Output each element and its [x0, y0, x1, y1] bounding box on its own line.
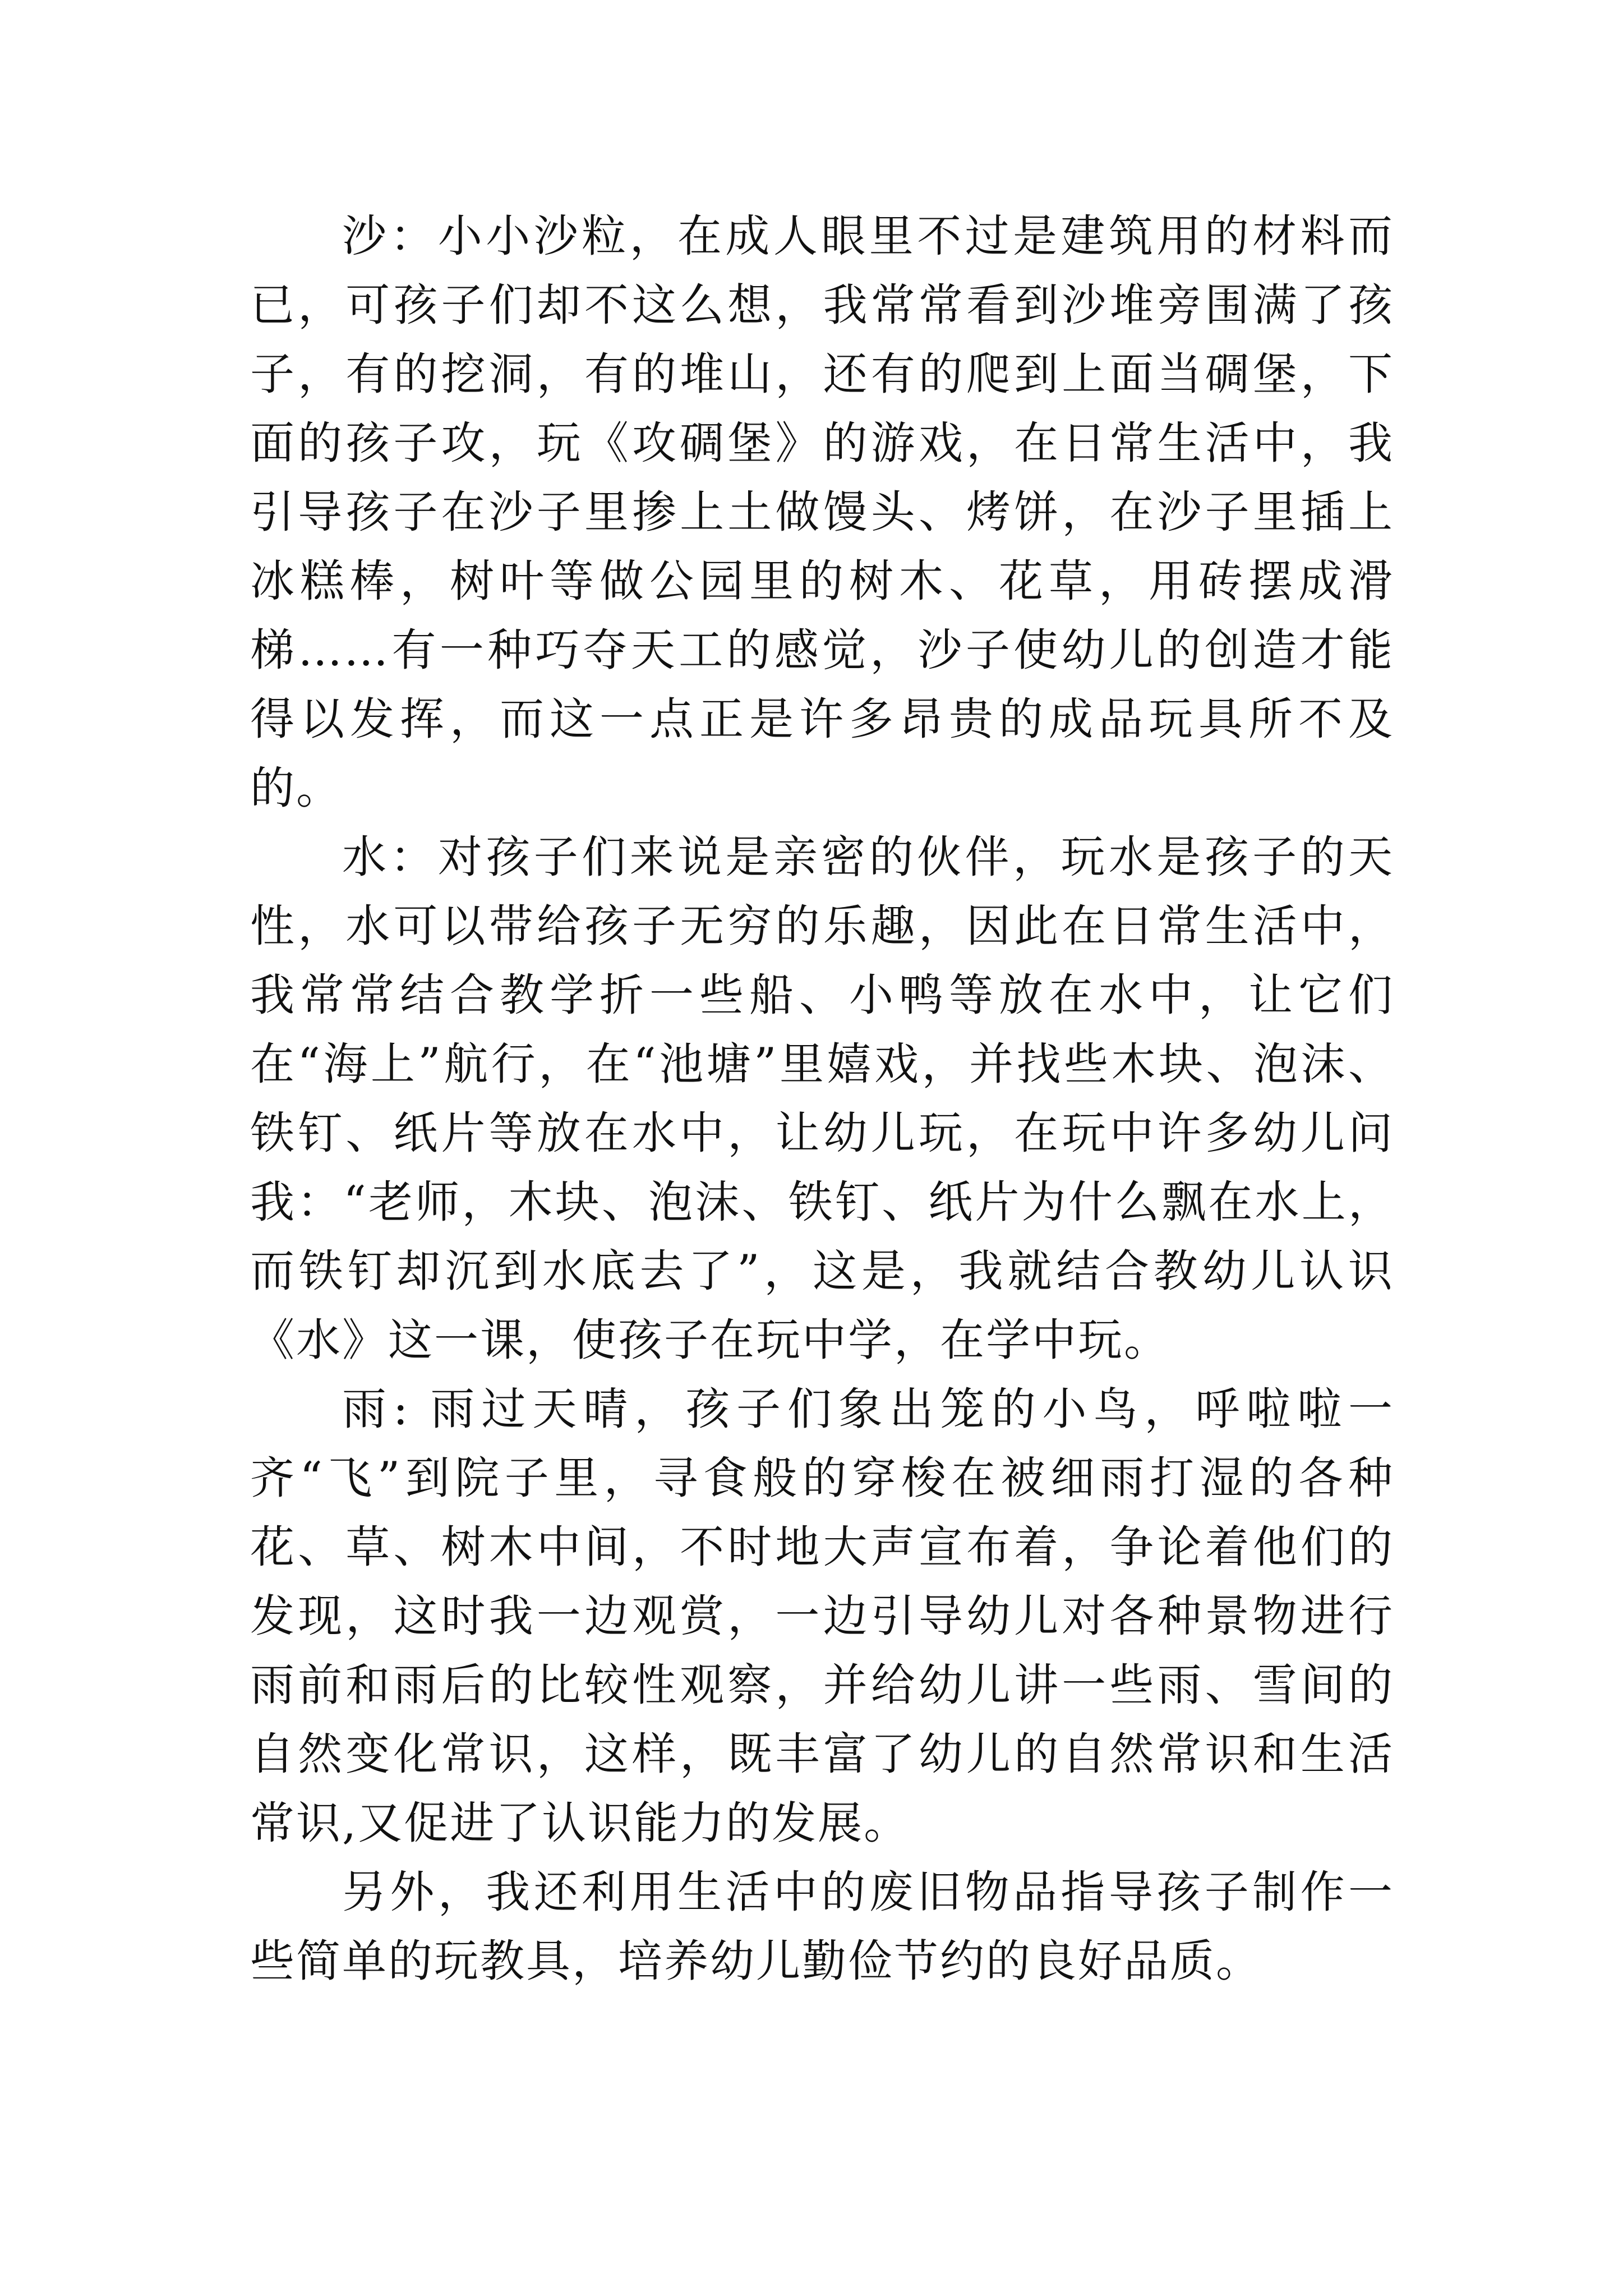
paragraph-sand: 沙：小小沙粒，在成人眼里不过是建筑用的材料而已，可孩子们却不这么想，我常常看到沙堆旁围满了孩子，有的挖洞，有的堆山，还有的爬到上面当碉堡，下面的孩子攻，玩《攻碉堡》的游戏，在日常生活中，我引导孩子在沙子里掺上土做馒头、烤饼，在沙子里插上冰糕棒，树叶等做公园里的树木、花草，用砖摆成滑梯……有一种巧夺天工的感觉，沙子使幼儿的创造才能得以发挥，而这一点正是许多昂贵的成品玩具所不及的。: [250, 210, 1394, 814]
paragraph-rain: 雨: 雨过天晴，孩子们象出笼的小鸟，呼啦啦一齐“飞”到院子里，寻食般的穿梭在被细雨打湿的各种花、草、树木中间，不时地大声宣布着，争论着他们的发现，这时我一边观赏，一边引导幼儿对各种景物进行雨前和雨后的比较性观察，并给幼儿讲一些雨、雪间的自然变化常识，这样，既丰富了幼儿的自然常识和生活常识,又促进了认识能力的发展。: [250, 1383, 1394, 1849]
paragraph-recycled-materials: 另外，我还利用生活中的废旧物品指导孩子制作一些简单的玩教具，培养幼儿勤俭节约的良好品质。: [250, 1866, 1394, 1987]
paragraph-water: 水：对孩子们来说是亲密的伙伴，玩水是孩子的天性，水可以带给孩子无穷的乐趣，因此在日常生活中，我常常结合教学折一些船、小鸭等放在水中，让它们在“海上”航行，在“池塘”里嬉戏，并找些木块、泡沫、铁钉、纸片等放在水中，让幼儿玩，在玩中许多幼儿问我：“老师，木块、泡沫、铁钉、纸片为什么飘在水上，而铁钉却沉到水底去了”，这是，我就结合教幼儿认识《水》这一课，使孩子在玩中学，在学中玩。: [250, 831, 1394, 1366]
document-body: [250, 202, 1394, 1996]
